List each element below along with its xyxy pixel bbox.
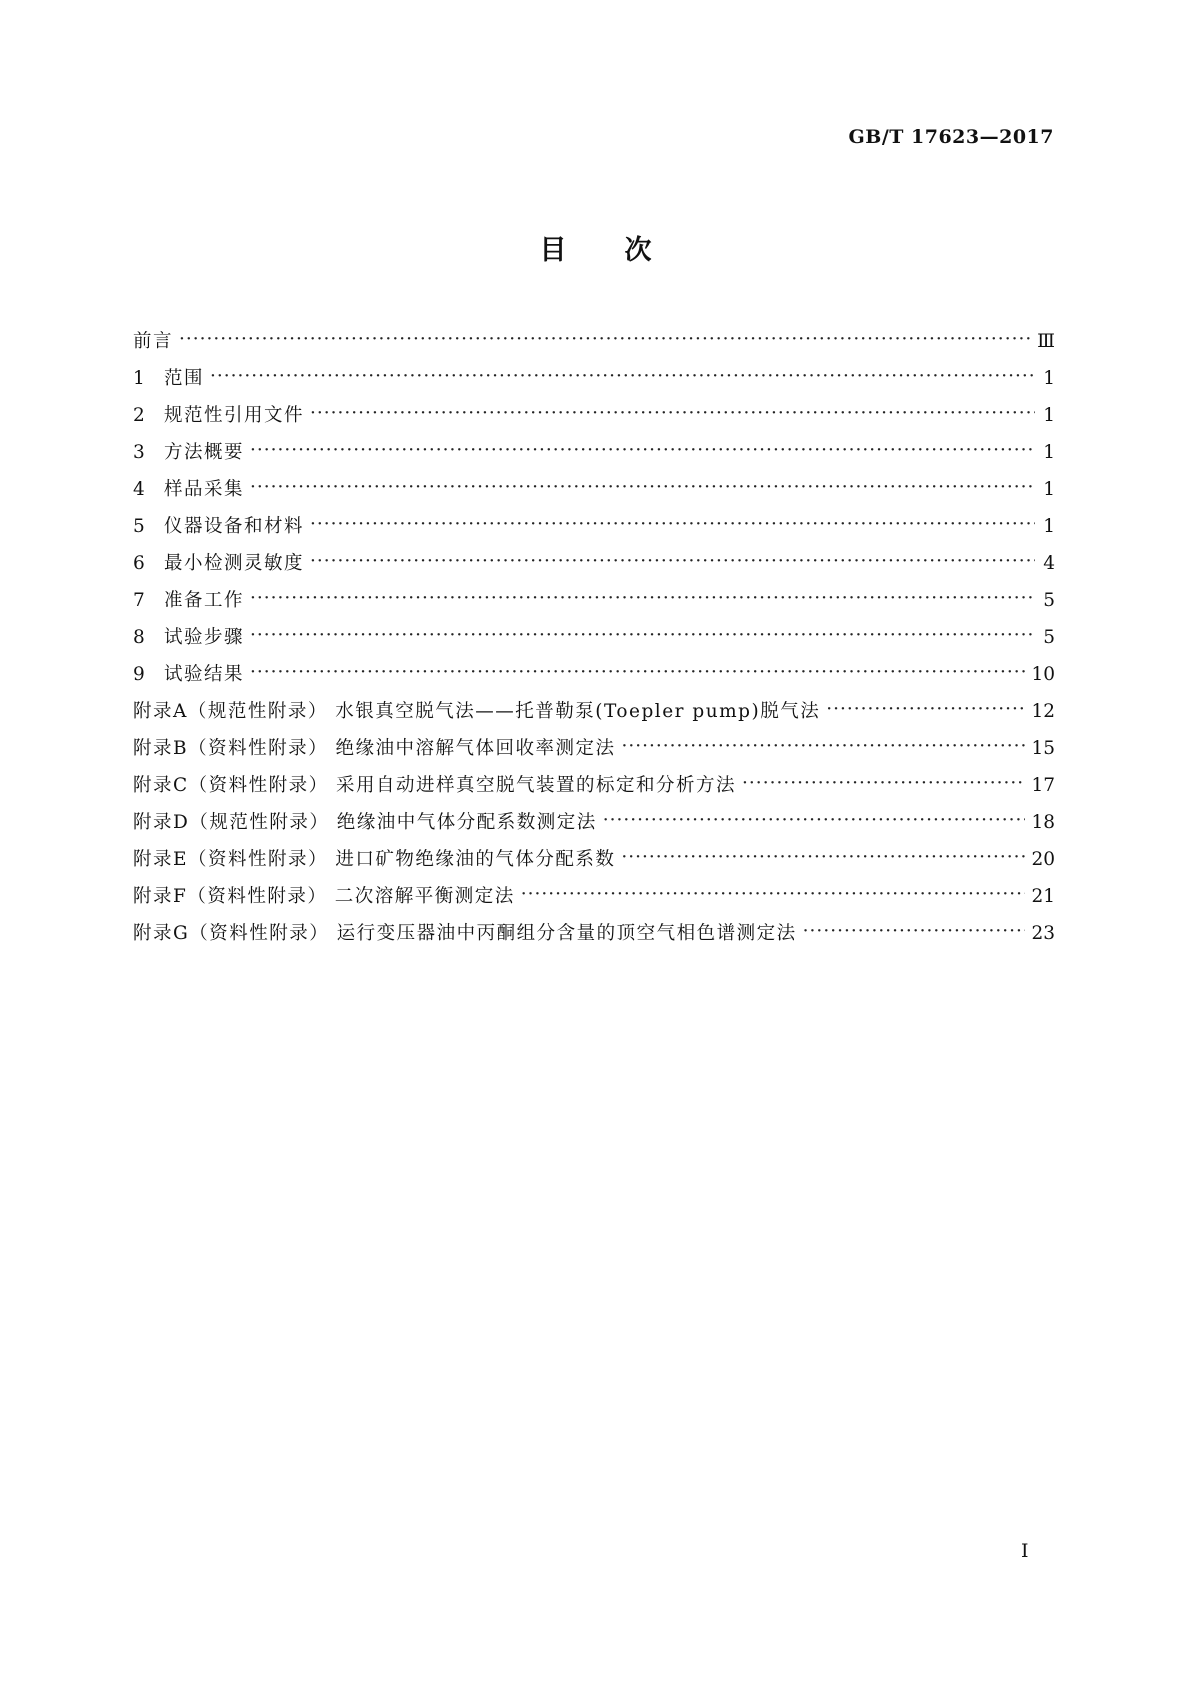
toc-dot-leader bbox=[179, 329, 1031, 348]
page-title: 目次 bbox=[539, 235, 710, 266]
toc-entry[interactable] bbox=[133, 327, 1055, 364]
toc-entry-label: 附录B（资料性附录） 绝缘油中溶解气体回收率测定法 bbox=[133, 738, 616, 759]
toc-dot-leader bbox=[250, 477, 1035, 496]
toc-dot-leader bbox=[521, 884, 1026, 903]
toc-entry-page: 18 bbox=[1031, 812, 1055, 833]
toc-dot-leader bbox=[250, 588, 1035, 607]
toc-entry[interactable] bbox=[133, 549, 1055, 586]
toc-entry-number: 8 bbox=[133, 627, 147, 648]
toc-entry[interactable] bbox=[133, 808, 1055, 845]
toc-dot-leader bbox=[803, 921, 1026, 940]
toc-entry-number: 2 bbox=[133, 405, 147, 426]
toc-entry[interactable] bbox=[133, 475, 1055, 512]
toc-entry[interactable] bbox=[133, 364, 1055, 401]
toc-entry-label: 样品采集 bbox=[164, 479, 245, 500]
toc-entry-page: 1 bbox=[1043, 479, 1055, 500]
toc-entry-page: 17 bbox=[1031, 775, 1055, 796]
toc-entry[interactable] bbox=[133, 882, 1055, 919]
toc-entry-page: 1 bbox=[1043, 516, 1055, 537]
toc-entry-label: 仪器设备和材料 bbox=[164, 516, 305, 537]
toc-dot-leader bbox=[603, 810, 1026, 829]
toc-dot-leader bbox=[621, 847, 1025, 866]
toc-entry-number: 6 bbox=[133, 553, 147, 574]
toc-entry-page: 23 bbox=[1031, 923, 1055, 944]
toc-entry-label: 准备工作 bbox=[164, 590, 245, 611]
toc-entry[interactable] bbox=[133, 734, 1055, 771]
toc-entry[interactable] bbox=[133, 401, 1055, 438]
table-of-contents bbox=[133, 327, 1055, 956]
toc-entry[interactable] bbox=[133, 623, 1055, 660]
toc-entry[interactable] bbox=[133, 660, 1055, 697]
toc-entry-page: 15 bbox=[1031, 738, 1055, 759]
toc-dot-leader bbox=[310, 403, 1035, 422]
toc-dot-leader bbox=[826, 699, 1025, 718]
toc-dot-leader bbox=[310, 514, 1035, 533]
toc-entry[interactable] bbox=[133, 697, 1055, 734]
toc-entry[interactable] bbox=[133, 919, 1055, 956]
toc-dot-leader bbox=[250, 440, 1035, 459]
toc-entry-label: 方法概要 bbox=[164, 442, 245, 463]
toc-entry[interactable] bbox=[133, 586, 1055, 623]
toc-entry-label: 附录A（规范性附录） 水银真空脱气法——托普勒泵(Toepler pump)脱气法 bbox=[133, 701, 821, 722]
toc-entry-label: 规范性引用文件 bbox=[164, 405, 305, 426]
toc-entry-page: 5 bbox=[1043, 590, 1055, 611]
standard-code: GB/T 17623—2017 bbox=[848, 126, 1054, 148]
toc-dot-leader bbox=[742, 773, 1025, 792]
toc-entry-page: 4 bbox=[1043, 553, 1055, 574]
toc-entry-page: 12 bbox=[1031, 701, 1055, 722]
toc-entry[interactable] bbox=[133, 438, 1055, 475]
toc-entry-page: 1 bbox=[1043, 368, 1055, 389]
toc-dot-leader bbox=[310, 551, 1035, 570]
toc-entry-page: 5 bbox=[1043, 627, 1055, 648]
toc-entry-number: 3 bbox=[133, 442, 147, 463]
toc-entry-label: 范围 bbox=[164, 368, 205, 389]
toc-entry[interactable] bbox=[133, 771, 1055, 808]
toc-dot-leader bbox=[250, 625, 1035, 644]
page-number: I bbox=[1021, 1540, 1029, 1562]
toc-entry-label: 试验结果 bbox=[164, 664, 245, 685]
toc-entry-number: 4 bbox=[133, 479, 147, 500]
toc-entry-label: 最小检测灵敏度 bbox=[164, 553, 305, 574]
toc-entry[interactable] bbox=[133, 845, 1055, 882]
toc-entry-number: 1 bbox=[133, 368, 147, 389]
toc-entry-number: 7 bbox=[133, 590, 147, 611]
toc-entry-label: 附录D（规范性附录） 绝缘油中气体分配系数测定法 bbox=[133, 812, 597, 833]
toc-entry-label: 附录F（资料性附录） 二次溶解平衡测定法 bbox=[133, 886, 515, 907]
toc-entry-page: Ⅲ bbox=[1037, 331, 1055, 352]
toc-entry-page: 20 bbox=[1031, 849, 1055, 870]
toc-entry-number: 5 bbox=[133, 516, 147, 537]
toc-entry-label: 附录C（资料性附录） 采用自动进样真空脱气装置的标定和分析方法 bbox=[133, 775, 737, 796]
toc-dot-leader bbox=[210, 366, 1035, 385]
toc-entry-label: 前言 bbox=[133, 331, 174, 352]
toc-entry-page: 1 bbox=[1043, 442, 1055, 463]
toc-entry[interactable] bbox=[133, 512, 1055, 549]
toc-entry-page: 10 bbox=[1031, 664, 1055, 685]
toc-entry-page: 1 bbox=[1043, 405, 1055, 426]
toc-dot-leader bbox=[250, 662, 1025, 681]
toc-entry-label: 试验步骤 bbox=[164, 627, 245, 648]
toc-entry-label: 附录G（资料性附录） 运行变压器油中丙酮组分含量的顶空气相色谱测定法 bbox=[133, 923, 797, 944]
toc-entry-number: 9 bbox=[133, 664, 147, 685]
toc-dot-leader bbox=[621, 736, 1025, 755]
toc-entry-page: 21 bbox=[1031, 886, 1055, 907]
toc-entry-label: 附录E（资料性附录） 进口矿物绝缘油的气体分配系数 bbox=[133, 849, 616, 870]
